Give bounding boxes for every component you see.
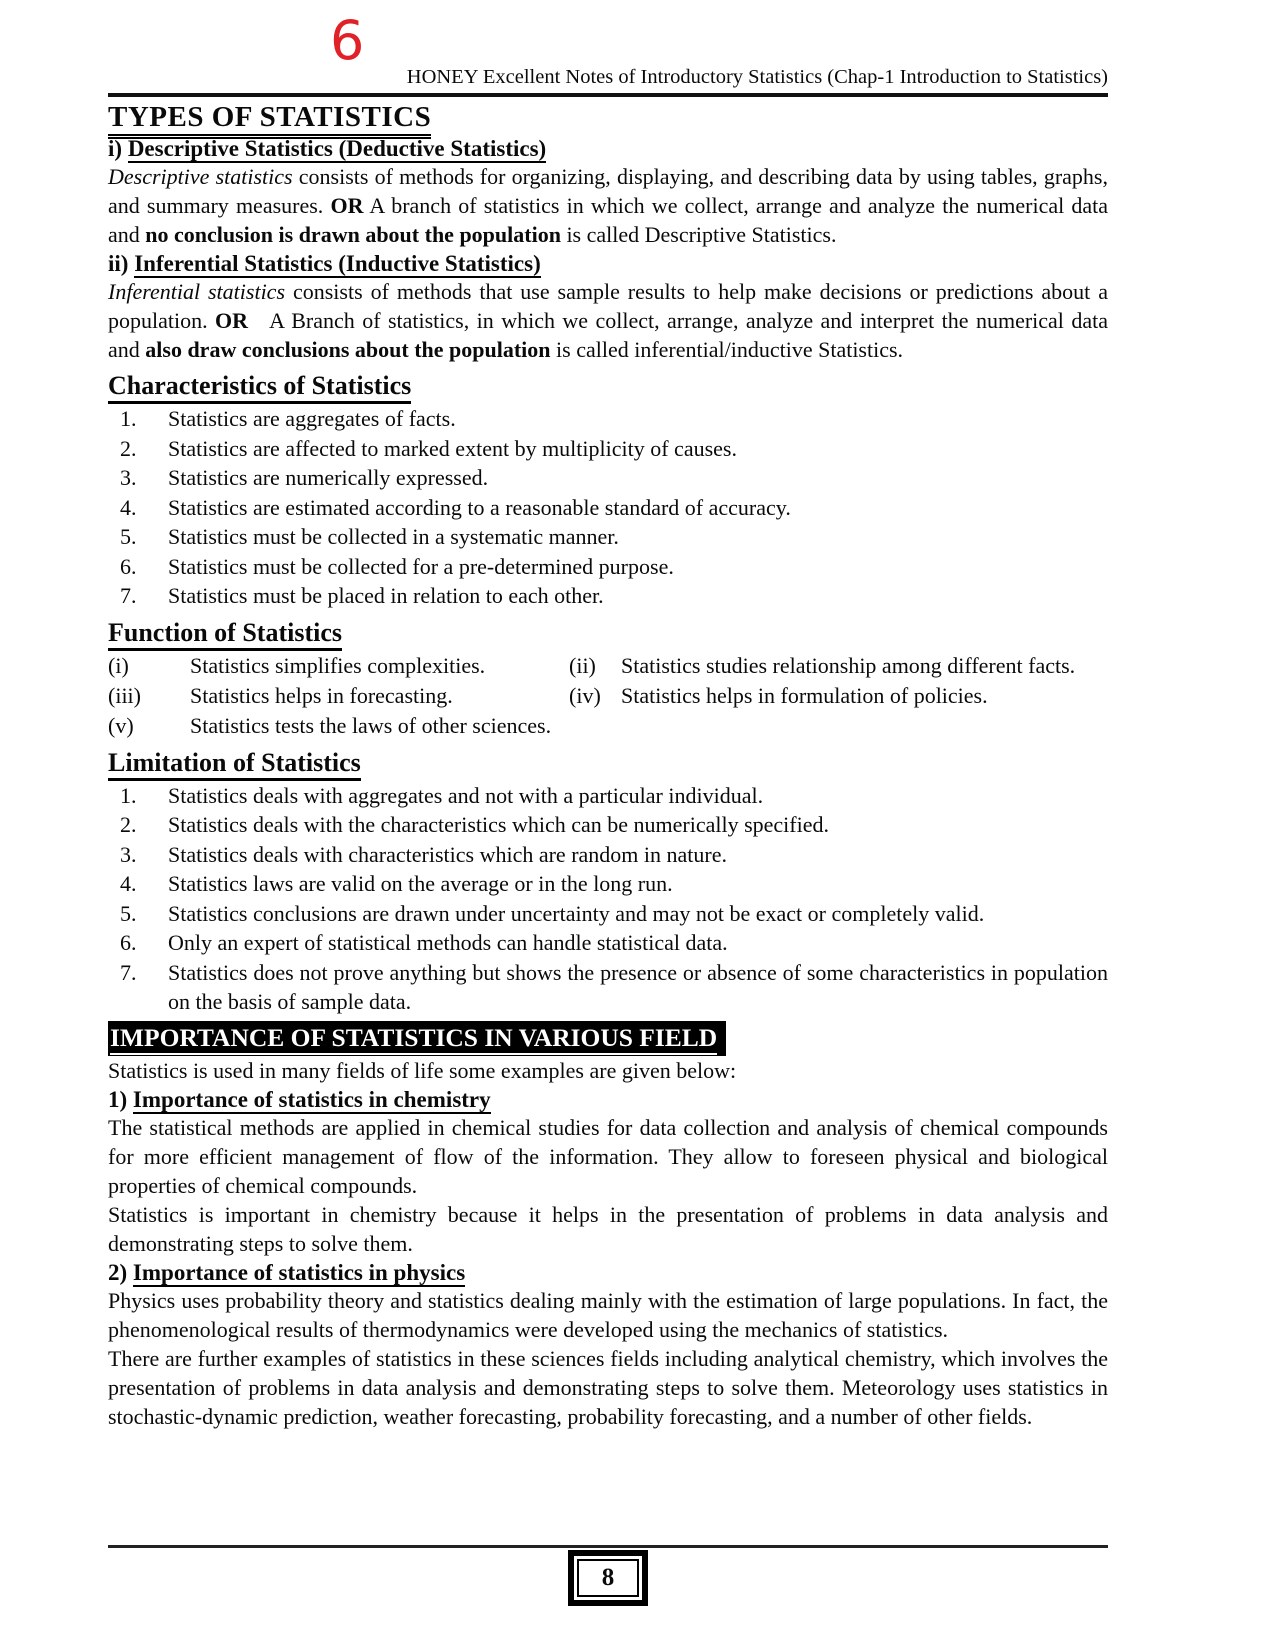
content-column [108,0,1108,1431]
subheading-label: ii) [108,251,129,276]
page-header [108,0,1108,97]
list-number: 2. [120,435,137,461]
list-item [108,581,1108,611]
list-item [108,899,1108,929]
subheading-title: Inferential Statistics (Inductive Statistics) [134,251,541,276]
chemistry-paragraph-2: Statistics is important in chemistry because it helps in the presentation of problems in data analysis and demonstrating steps to solve them. [108,1201,1108,1256]
chemistry-subheading [108,1087,1108,1113]
page-footer [108,1545,1108,1606]
list-text: Statistics does not prove anything but shows the presence or absence of some characteristics in population on the basis of sample data. [168,959,1108,1014]
list-number: (ii) [569,652,596,678]
list-number: (iii) [108,682,141,708]
physics-paragraph-1: Physics uses probability theory and statistics dealing mainly with the estimation of large populations. In fact, the phenomenological results of thermodynamics were developed using the mechanics of statistics. [108,1287,1108,1342]
list-number: 6. [120,930,137,955]
chemistry-paragraph-1: The statistical methods are applied in chemical studies for data collection and analysis of chemical compounds for more efficient management of flow of the information. They allow to foreseen physical and biological properties of chemical compounds. [108,1114,1108,1198]
list-item [108,493,1108,523]
page-number-box [568,1550,648,1606]
list-number: (iv) [569,682,601,708]
list-number: 4. [120,494,137,520]
page-number: 8 [577,1559,639,1597]
list-item [108,434,1108,464]
limitations-list [108,781,1108,1017]
importance-intro: Statistics is used in many fields of life some examples are given below: [108,1057,737,1083]
list-text: Statistics deals with aggregates and not with a particular individual. [168,782,764,808]
list-text: Statistics studies relationship among different facts. [621,652,1076,678]
descriptive-statistics-subheading [108,136,1108,162]
list-text: Statistics simplifies complexities. [190,652,486,678]
list-text: Statistics laws are valid on the average or in the long run. [168,871,673,896]
list-text: Statistics must be collected for a pre-determined purpose. [168,553,674,579]
list-item [108,869,1108,899]
list-number: 1. [120,782,137,808]
types-of-statistics-heading: TYPES OF STATISTICS [108,101,1108,134]
list-item [108,522,1108,552]
list-text: Statistics must be collected in a systematic manner. [168,524,619,549]
subheading-label: i) [108,136,123,161]
list-item [108,958,1108,1017]
functions-list [108,651,1108,741]
list-text: Statistics deals with the characteristics which can be numerically specified. [168,812,829,837]
list-number: (i) [108,652,129,678]
importance-banner: IMPORTANCE OF STATISTICS IN VARIOUS FIELD [108,1021,726,1056]
list-number: 7. [120,583,137,608]
list-number: 1. [120,406,137,431]
list-text: Statistics are numerically expressed. [168,465,489,490]
list-text: Statistics must be placed in relation to each other. [168,583,604,608]
characteristics-list [108,404,1108,611]
list-text: Statistics deals with characteristics which are random in nature. [168,841,727,867]
header-title: HONEY Excellent Notes of Introductory Statistics (Chap-1 Introduction to Statistics) [406,66,1108,88]
characteristics-heading: Characteristics of Statistics [108,371,1108,401]
list-item [108,781,1108,811]
list-number: 3. [120,841,137,867]
list-number: 5. [120,524,137,549]
subheading-label: 2) [108,1259,128,1285]
list-text: Statistics are estimated according to a reasonable standard of accuracy. [168,494,791,520]
inferential-statistics-paragraph: Inferential statistics consists of methods that use sample results to help make decisions or predictions about a population. OR A Branch of statistics, in which we collect, arrange, analyze and interpret the numerical data and also draw conclusions about the population is called inferential/inductive Statistics. [108,279,1109,362]
list-number: 4. [120,871,137,896]
subheading-title: Importance of statistics in chemistry [132,1086,491,1112]
functions-heading: Function of Statistics [108,618,1108,648]
inferential-statistics-subheading [108,251,1108,277]
list-number: 6. [120,553,137,579]
list-number: 3. [120,465,137,490]
list-text: Statistics are aggregates of facts. [168,406,456,431]
subheading-label: 1) [108,1086,128,1112]
list-text: Statistics conclusions are drawn under uncertainty and may not be exact or completely valid. [168,900,985,926]
list-item [108,463,1108,493]
list-text: Only an expert of statistical methods can handle statistical data. [168,930,728,955]
list-text: Statistics helps in forecasting. [190,682,453,708]
descriptive-statistics-paragraph: Descriptive statistics consists of methods for organizing, displaying, and describing data by using tables, graphs, and summary measures. OR A branch of statistics in which we collect, arrange and analyze the numerical data and no conclusion is drawn about the population is called Descriptive Statistics. [108,164,1108,247]
page-index-number: 6 [330,9,365,72]
limitations-heading: Limitation of Statistics [108,748,1108,778]
list-number: 7. [120,959,137,985]
subheading-title: Importance of statistics in physics [132,1259,466,1285]
list-item [108,928,1108,958]
physics-paragraph-2: There are further examples of statistics in these sciences fields including analytical chemistry, which involves the presentation of problems in data analysis and demonstrating steps to solve them. Meteorology uses statistics in stochastic-dynamic prediction, weather forecasting, probability forecasting, and a number of other fields. [108,1345,1108,1429]
subheading-title: Descriptive Statistics (Deductive Statistics) [127,136,547,161]
physics-subheading [108,1260,1108,1286]
list-text: Statistics are affected to marked extent by multiplicity of causes. [168,435,737,461]
list-number: 5. [120,900,137,926]
list-text: Statistics helps in formulation of policies. [621,682,988,708]
list-text: Statistics tests the laws of other sciences. [190,712,552,738]
list-item [108,840,1108,870]
list-number: 2. [120,812,137,837]
list-item [108,552,1108,582]
importance-banner-row [108,1017,1108,1056]
list-item [108,810,1108,840]
list-item [108,404,1108,434]
list-number: (v) [108,712,134,738]
